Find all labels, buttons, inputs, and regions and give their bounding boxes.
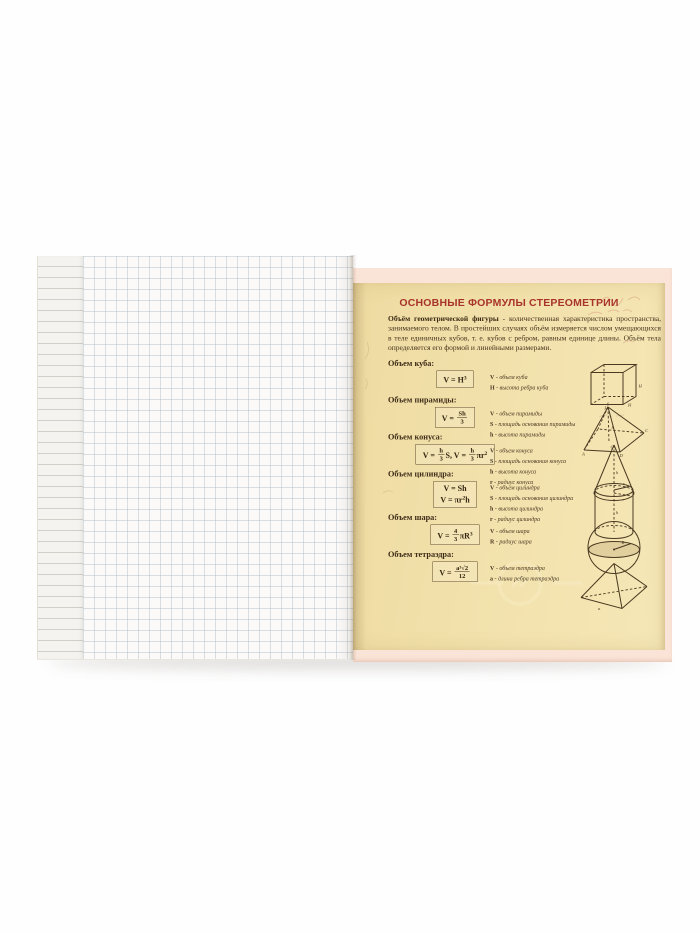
page-gutter [349,255,357,660]
legend-item: a - длина ребра тетраэдра [490,574,560,582]
section-heading: Объем цилиндра: [388,468,454,479]
formula-section [353,549,665,611]
legend-item: V - объем тетраэдра [490,564,545,572]
legend-item: V - объем конуса [490,446,533,454]
formula-box: V = $\frac{\text{a³√2}}{12}$ [432,561,477,582]
svg-text:D: D [619,452,623,458]
section-heading: Объем тетраэдра: [388,549,454,559]
svg-text:r: r [623,480,625,486]
legend-item: r - радиус конуса [490,478,534,486]
legend-item: R - радиус шара [490,537,532,545]
legend-item: V - объем цилиндра [490,483,540,491]
tetrahedron-figure [579,559,649,611]
svg-text:h: h [611,424,614,430]
section-heading: Объем куба: [388,358,435,368]
svg-text:O: O [610,444,614,450]
svg-text:h: h [616,509,619,515]
legend-item: H - высота ребра куба [490,383,549,391]
svg-text:R: R [621,539,625,545]
svg-text:A: A [582,451,585,457]
legend-item: S - площадь основания конуса [490,457,567,465]
formula-box: V = Sh $V = \pi r^2h$ [433,481,476,508]
section-row [388,561,665,611]
legend [490,372,548,393]
svg-text:C: C [645,427,649,433]
legend-item: V - объем куба [490,373,528,381]
section-heading: Объем шара: [388,512,438,522]
legend-item: S - площадь основания цилиндра [490,494,574,502]
formula-section [353,509,665,545]
legend-item: V - объем шара [490,527,530,535]
formula-sheet-content [353,283,665,650]
intro-lead: Объём геометрической фигуры [388,315,499,323]
intro-paragraph [388,315,661,354]
formula-sections [353,358,665,611]
formula-box: V = $\frac{4}{3}$ $\pi R^3$ [430,524,479,545]
legend [490,526,532,547]
svg-text:h: h [616,469,619,475]
open-notebook [37,255,672,662]
svg-text:a: a [598,605,601,611]
formula-sheet-page [353,283,665,650]
svg-text:S: S [606,401,610,407]
svg-text:H: H [628,402,632,408]
lined-paper-edge [37,256,84,659]
section-heading: Объем конуса: [388,431,443,442]
legend [490,563,559,584]
left-page [37,256,353,660]
svg-text:H: H [604,405,608,411]
formula-box: $V = H^3$ [436,370,473,388]
intro-text: - количественная характеристика пространства, занимаемого телом. В простейших случаях объём измеряется числом умещающихся в теле единичных кубов, т. е. кубов с ребром, равным единице длины. Объём тела определяется его формой и линейными размерами. [388,315,661,353]
legend-item: S - площадь основания пирамиды [490,420,576,428]
figure [575,559,653,611]
legend-item: h - высота пирамиды [490,430,546,438]
legend-item: V - объем пирамиды [490,409,543,417]
page-title: ОСНОВНЫЕ ФОРМУЛЫ СТЕРЕОМЕТРИИ [399,297,619,309]
section-heading: Объем пирамиды: [388,394,457,405]
legend-item: r - радиус цилиндра [490,515,541,523]
legend-item: h - высота конуса [490,467,537,475]
section-row [388,524,665,545]
squared-paper [83,256,353,659]
legend-item: h - высота цилиндра [490,504,544,512]
svg-text:r: r [622,496,625,502]
svg-text:H: H [638,383,642,389]
formula-box: V = $\frac{h}{3}$ S, V = $\frac{h}{3}$ $\pi r^2$ [416,444,495,465]
formula-box: V = $\frac{Sh}{3}$ [435,407,475,428]
